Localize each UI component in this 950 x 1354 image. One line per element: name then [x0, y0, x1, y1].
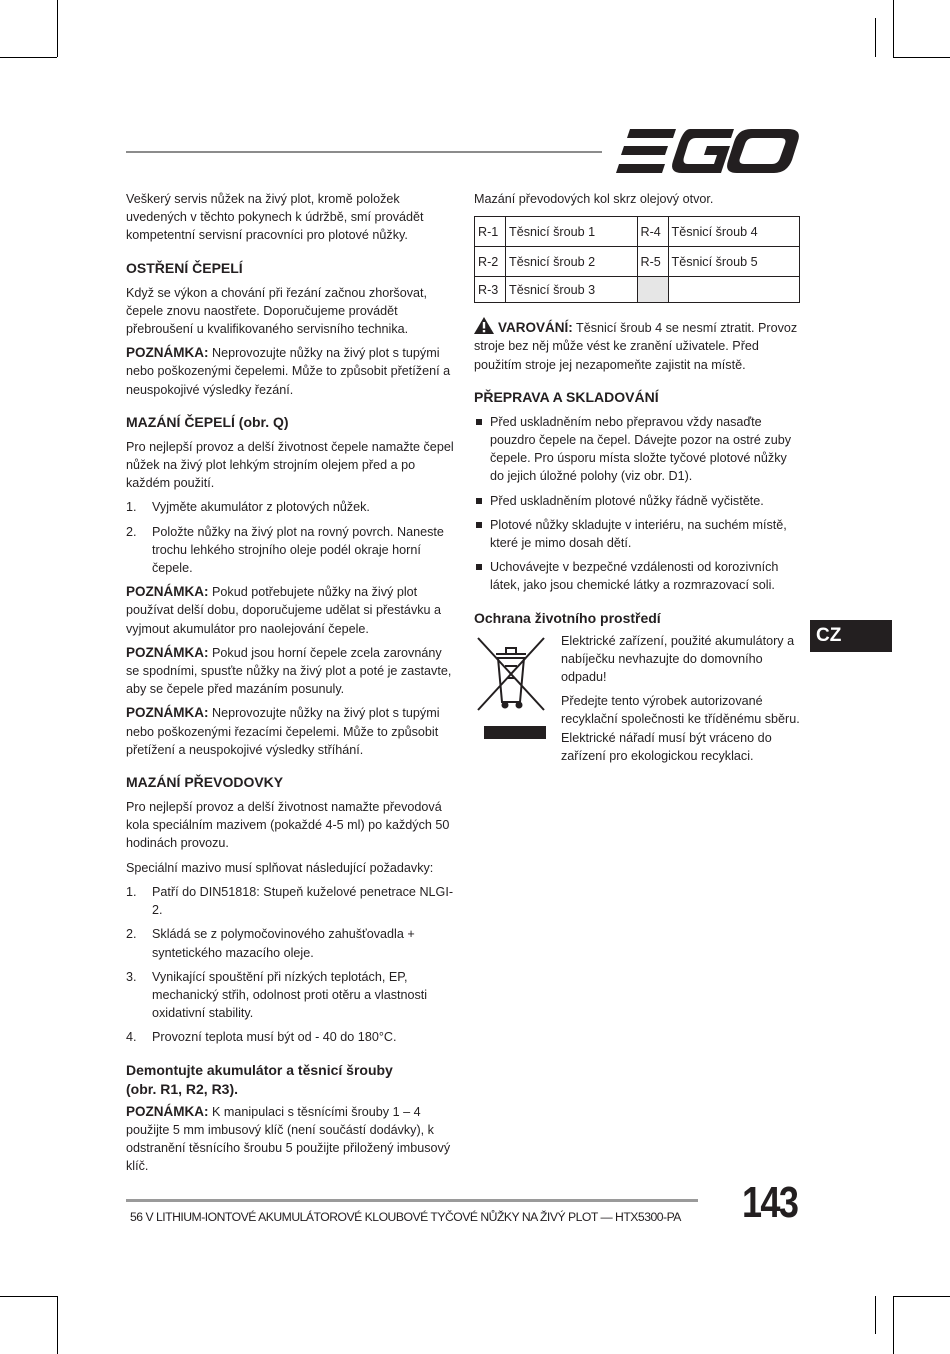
- list-item: [126, 968, 456, 1023]
- warning-triangle-icon: [474, 317, 494, 334]
- heading-environment: Ochrana životního prostředí: [474, 609, 661, 626]
- list-number: 4.: [126, 1030, 137, 1045]
- crop-mark: [893, 1296, 950, 1297]
- intro-paragraph: Veškerý servis nůžek na živý plot, kromě položek uvedených v těchto pokynech k údržbě, smí provádět kompetentní servisní pracovníci pro plotové nůžky.: [126, 192, 424, 243]
- lubricate-blades-paragraph: Pro nejlepší provoz a delší životnost čepele namažte čepel nůžek na živý plot lehkým strojním olejem před a po každém použití.: [126, 439, 454, 491]
- list-number: 1.: [126, 884, 137, 899]
- environment-paragraph: Elektrické zařízení, použité akumulátory a nabíječku nevhazujte do domovního odpadu!: [561, 633, 795, 685]
- heading-lubricate-gearbox: MAZÁNÍ PŘEVODOVKY: [126, 774, 284, 791]
- list-item: [126, 498, 456, 516]
- warning-label: VAROVÁNÍ:: [498, 320, 573, 336]
- table-cell-label: Těsnicí šroub 2: [506, 247, 638, 277]
- list-item: Uchovávejte v bezpečné vzdálenosti od korozivních látek, jako jsou chemické látky a rozmrazovací soli.: [474, 558, 800, 594]
- table-cell-label: Těsnicí šroub 3: [506, 277, 638, 303]
- list-item: Před uskladněním nebo přepravou vždy nasaďte pouzdro čepele na čepel. Dávejte pozor na ostré zuby čepele. Pro úsporu místa složte tyčové plotové nůžky do jejich úložné polohy (viz obr. D1).: [474, 413, 800, 486]
- note-text: K manipulaci s těsnícími šrouby 1 – 4 použijte 5 mm imbusový klíč (není součástí dodávky), k odstranění těsnícího šroubu 5 použijte přiložený imbusový klíč.: [126, 1104, 451, 1174]
- crop-mark: [893, 1296, 894, 1354]
- weee-crossed-bin-icon: [474, 632, 548, 740]
- crop-mark: [875, 1296, 876, 1334]
- list-item: Před uskladněním plotové nůžky řádně vyčistěte.: [474, 492, 800, 510]
- table-cell-empty: [668, 277, 800, 303]
- note-label: POZNÁMKA:: [126, 705, 209, 721]
- table-row: [475, 277, 800, 303]
- list-text: Položte nůžky na živý plot na rovný povrch. Naneste trochu lehkého strojního oleje podél okraje horní čepele.: [152, 524, 444, 576]
- note-break: [126, 583, 456, 638]
- heading-remove-battery: [126, 1061, 456, 1099]
- warning-text: Těsnicí šroub 4 se nesmí ztratit. Provoz stroje bez něj může vést ke zranění uživatele. Před použitím stroje jej nezapomeňte zajistit na místě.: [474, 321, 798, 372]
- right-column: [474, 190, 800, 771]
- table-row: [475, 247, 800, 277]
- table-cell-label: Těsnicí šroub 5: [668, 247, 800, 277]
- table-cell-code: R-1: [475, 217, 506, 247]
- crop-mark: [0, 1296, 57, 1297]
- header-rule: [126, 151, 602, 153]
- table-cell-code: R-5: [637, 247, 668, 277]
- language-tab: CZ: [810, 620, 892, 652]
- heading-line: Demontujte akumulátor a těsnicí šrouby: [126, 1061, 393, 1078]
- note-alignment: [126, 644, 456, 699]
- crop-mark: [893, 57, 950, 58]
- list-text: Patří do DIN51818: Stupeň kuželové penetrace NLGI-2.: [152, 884, 454, 918]
- gearbox-paragraph: Pro nejlepší provoz a delší životnost namažte převodová kola speciálním mazivem (pokaždé 4-5 ml) po každých 50 hodinách provozu.: [126, 800, 450, 851]
- left-column: [126, 190, 456, 1181]
- list-item: [126, 883, 456, 919]
- table-row: [475, 217, 800, 247]
- heading-lubricate-blades: MAZÁNÍ ČEPELÍ (obr. Q): [126, 413, 289, 430]
- lubricate-blades-steps: [126, 498, 456, 577]
- table-cell-empty: [637, 277, 668, 303]
- heading-line: (obr. R1, R2, R3).: [126, 1080, 239, 1097]
- table-cell-label: Těsnicí šroub 1: [506, 217, 638, 247]
- table-cell-code: R-2: [475, 247, 506, 277]
- list-text: Vyjměte akumulátor z plotových nůžek.: [152, 500, 370, 515]
- note-dull-blades: [126, 704, 456, 759]
- list-number: 3.: [126, 969, 137, 984]
- heading-transport-storage: PŘEPRAVA A SKLADOVÁNÍ: [474, 388, 659, 405]
- note-label: POZNÁMKA:: [126, 345, 209, 361]
- footer-title: 56 V LITHIUM-IONTOVÉ AKUMULÁTOROVÉ KLOUBOVÉ TYČOVÉ NŮŽKY NA ŽIVÝ PLOT — HTX5300-PA: [130, 1210, 681, 1224]
- page-number: 143: [742, 1178, 798, 1227]
- table-cell-code: R-4: [637, 217, 668, 247]
- list-text: Provozní teplota musí být od - 40 do 180°C.: [152, 1030, 397, 1045]
- note-text: Neprovozujte nůžky na živý plot s tupými nebo poškozenými řezacími čepelemi. Může to způsobit přetížení a neuspokojivé výsledky stříhání.: [126, 706, 440, 757]
- list-item: Plotové nůžky skladujte v interiéru, na suchém místě, které je mimo dosah dětí.: [474, 516, 800, 552]
- list-text: Skládá se z polymočovinového zahušťovadla + syntetického mazacího oleje.: [152, 927, 415, 960]
- grease-requirements-intro: Speciální mazivo musí splňovat následující požadavky:: [126, 860, 434, 875]
- environment-text: [561, 632, 800, 765]
- ego-logo: [616, 129, 800, 173]
- sharpen-paragraph: Když se výkon a chování při řezání začnou zhoršovat, čepele znovu naostřete. Doporučujeme provádět přebroušení u kvalifikovaného servisního technika.: [126, 285, 428, 337]
- environment-paragraph: Předejte tento výrobek autorizované recyklační společnosti ke tříděnému sběru. Elektrické nářadí musí být vráceno do zařízení pro ekologickou recyklaci.: [561, 694, 800, 763]
- note-hex-key: [126, 1103, 456, 1176]
- note-text: Neprovozujte nůžky na živý plot s tupými nebo poškozenými čepelemi. Může to způsobit přetížení a neuspokojivé výsledky řezání.: [126, 346, 451, 397]
- note-label: POZNÁMKA:: [126, 644, 209, 660]
- crop-mark: [875, 18, 876, 57]
- note-text: Pokud jsou horní čepele zcela zarovnány se spodními, spusťte nůžky na živý plot a poté je zastavte, aby se čepele před mazáním posunuly.: [126, 645, 452, 697]
- crop-mark: [57, 0, 58, 57]
- list-number: 1.: [126, 500, 137, 515]
- list-item: [126, 1028, 456, 1046]
- heading-sharpen-blades: OSTŘENÍ ČEPELÍ: [126, 259, 243, 276]
- warning-paragraph: [474, 317, 800, 374]
- oil-hole-paragraph: Mazání převodových kol skrz olejový otvor.: [474, 192, 714, 206]
- sharpen-note: [126, 344, 456, 399]
- note-text: Pokud potřebujete nůžky na živý plot používat delší dobu, doporučujeme udělat si přestávku a vyjmout akumulátor pro naolejování čepele.: [126, 585, 442, 636]
- note-label: POZNÁMKA:: [126, 1103, 209, 1119]
- grease-requirements-list: [126, 883, 456, 1047]
- list-item: [126, 523, 456, 578]
- sealing-screws-table: [474, 216, 800, 303]
- crop-mark: [57, 1296, 58, 1354]
- footer-rule: [126, 1199, 698, 1202]
- crop-mark: [893, 0, 894, 57]
- transport-storage-list: [474, 413, 800, 595]
- table-cell-code: R-3: [475, 277, 506, 303]
- crop-mark: [0, 57, 57, 58]
- note-label: POZNÁMKA:: [126, 584, 209, 600]
- list-number: 2.: [126, 927, 137, 942]
- list-number: 2.: [126, 524, 137, 539]
- list-text: Vynikající spouštění při nízkých teplotách, EP, mechanický střih, odolnost proti otěru a vlastnosti oxidativní stability.: [152, 969, 428, 1021]
- environment-block: [474, 632, 800, 765]
- table-cell-label: Těsnicí šroub 4: [668, 217, 800, 247]
- list-item: [126, 925, 456, 961]
